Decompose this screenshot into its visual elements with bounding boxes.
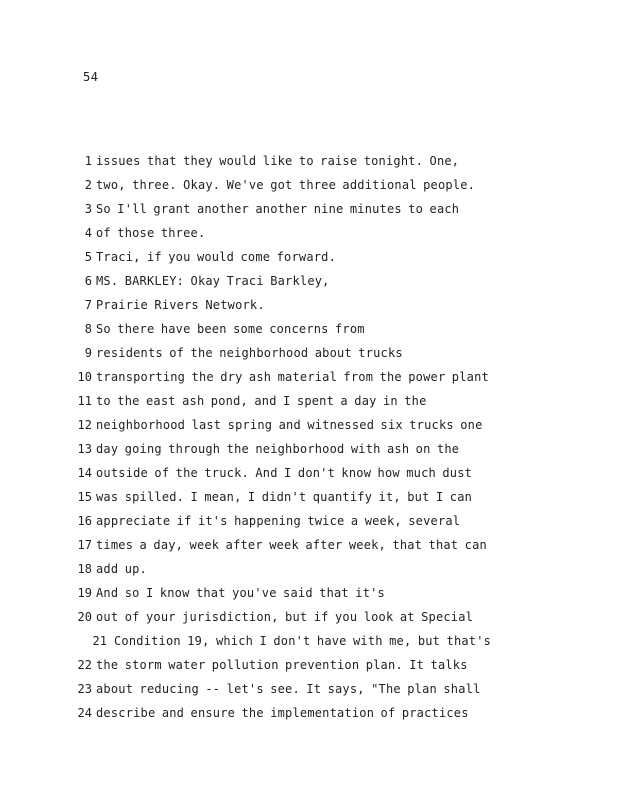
- transcript-body: [0, 150, 618, 726]
- line-number: 16: [77, 514, 92, 528]
- line-text: residents of the neighborhood about trucks: [96, 346, 403, 360]
- line-text: issues that they would like to raise tonight. One,: [96, 154, 460, 168]
- line-text: to the east ash pond, and I spent a day in the: [96, 394, 427, 408]
- line-text: So there have been some concerns from: [96, 322, 365, 336]
- line-number: 1: [84, 154, 92, 168]
- line-text: neighborhood last spring and witnessed six trucks one: [96, 418, 483, 432]
- line-text: Condition 19, which I don't have with me, but that's: [114, 634, 492, 648]
- line-number: 17: [77, 538, 92, 552]
- transcript-line: [0, 318, 618, 342]
- transcript-line: [0, 198, 618, 222]
- line-number: 21: [92, 634, 107, 648]
- transcript-line: [0, 438, 618, 462]
- line-text: times a day, week after week after week, that that can: [96, 538, 487, 552]
- line-number: 6: [84, 274, 92, 288]
- line-text: And so I know that you've said that it's: [96, 586, 385, 600]
- line-text: of those three.: [96, 226, 206, 240]
- transcript-line: [0, 174, 618, 198]
- line-number: 7: [84, 298, 92, 312]
- line-number: 14: [77, 466, 92, 480]
- line-number: 20: [77, 610, 92, 624]
- line-number: 24: [77, 706, 92, 720]
- line-text: was spilled. I mean, I didn't quantify it, but I can: [96, 490, 473, 504]
- line-number: 13: [77, 442, 92, 456]
- line-number: 10: [77, 370, 92, 384]
- line-number: 19: [77, 586, 92, 600]
- line-number: 5: [84, 250, 92, 264]
- line-number: 9: [84, 346, 92, 360]
- transcript-line: [0, 414, 618, 438]
- line-text: describe and ensure the implementation of practices: [96, 706, 469, 720]
- line-text: MS. BARKLEY: Okay Traci Barkley,: [96, 274, 330, 288]
- transcript-line: [0, 294, 618, 318]
- line-text: out of your jurisdiction, but if you look at Special: [96, 610, 474, 624]
- transcript-line: [0, 462, 618, 486]
- line-number: 8: [84, 322, 92, 336]
- line-number: 4: [84, 226, 92, 240]
- page-number: 54: [83, 70, 99, 84]
- line-number: 12: [77, 418, 92, 432]
- transcript-line: [0, 366, 618, 390]
- line-text: appreciate if it's happening twice a week, several: [96, 514, 461, 528]
- line-text: Traci, if you would come forward.: [96, 250, 337, 264]
- transcript-line: [0, 270, 618, 294]
- line-number: 23: [77, 682, 92, 696]
- line-number: 2: [84, 178, 92, 192]
- transcript-line: [0, 606, 618, 630]
- line-text: So I'll grant another another nine minutes to each: [96, 202, 460, 216]
- line-text: add up.: [96, 562, 147, 576]
- transcript-line: [0, 630, 618, 654]
- transcript-line: [0, 702, 618, 726]
- transcript-line: [0, 246, 618, 270]
- transcript-line: [0, 390, 618, 414]
- transcript-line: [0, 342, 618, 366]
- transcript-line: [0, 222, 618, 246]
- line-text: day going through the neighborhood with ash on the: [96, 442, 460, 456]
- line-text: the storm water pollution prevention plan. It talks: [96, 658, 468, 672]
- transcript-line: [0, 654, 618, 678]
- transcript-line: [0, 678, 618, 702]
- line-number: 11: [77, 394, 92, 408]
- line-number: 3: [84, 202, 92, 216]
- line-text: Prairie Rivers Network.: [96, 298, 265, 312]
- line-number: 15: [77, 490, 92, 504]
- transcript-line: [0, 486, 618, 510]
- line-number: 18: [77, 562, 92, 576]
- line-text: outside of the truck. And I don't know how much dust: [96, 466, 473, 480]
- line-text: about reducing -- let's see. It says, "The plan shall: [96, 682, 481, 696]
- transcript-line: [0, 534, 618, 558]
- transcript-line: [0, 150, 618, 174]
- transcript-line: [0, 582, 618, 606]
- transcript-line: [0, 510, 618, 534]
- line-number: 22: [77, 658, 92, 672]
- line-text: transporting the dry ash material from the power plant: [96, 370, 489, 384]
- line-text: two, three. Okay. We've got three additional people.: [96, 178, 476, 192]
- transcript-line: [0, 558, 618, 582]
